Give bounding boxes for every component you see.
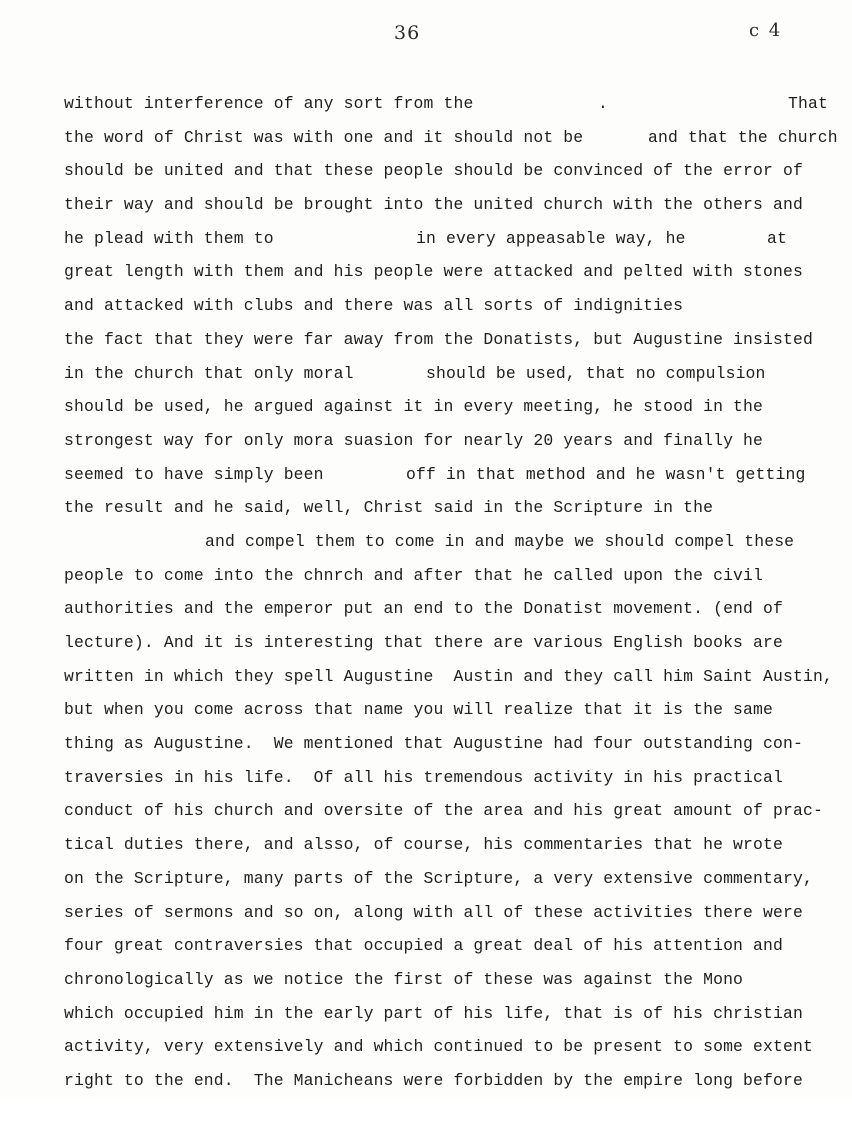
- line-segment: series of sermons and so on, along with all of these activities there were: [64, 902, 803, 922]
- text-line: [64, 597, 852, 631]
- text-line: [64, 564, 852, 598]
- text-line: [64, 799, 852, 833]
- text-line: [64, 92, 852, 126]
- line-segment: off in that method and he wasn't getting: [406, 464, 806, 484]
- body-text: [64, 92, 852, 1103]
- line-segment: and attacked with clubs and there was all sorts of indignities: [64, 296, 684, 316]
- line-segment: four great contraversies that occupied a great deal of his attention and: [64, 936, 783, 956]
- text-line: [64, 463, 852, 497]
- line-segment: That: [788, 94, 828, 113]
- line-segment: but when you come across that name you will realize that it is the same: [64, 700, 774, 720]
- line-segment: and that the church: [648, 127, 838, 147]
- line-segment: should be used, that no compulsion: [426, 363, 766, 383]
- text-line: [64, 901, 852, 935]
- line-segment: without interference of any sort from the: [64, 94, 474, 113]
- text-line: [64, 833, 852, 867]
- line-segment: great length with them and his people were attacked and pelted with stones: [64, 262, 803, 282]
- text-line: [64, 159, 852, 193]
- line-segment: at: [767, 228, 787, 248]
- line-segment: conduct of his church and oversite of the area and his great amount of prac-: [64, 801, 823, 821]
- line-segment: in every appeasable way, he: [416, 228, 686, 248]
- text-line: [64, 698, 852, 732]
- text-line: [64, 766, 852, 800]
- line-segment: strongest way for only mora suasion for nearly 20 years and finally he: [64, 430, 764, 450]
- section-mark: c 4: [749, 20, 783, 41]
- line-segment: traversies in his life. Of all his tremendous activity in his practical: [64, 767, 783, 787]
- line-segment: should be used, he argued against it in every meeting, he stood in the: [64, 397, 764, 417]
- line-segment: and compel them to come in and maybe we should compel these: [205, 531, 795, 551]
- text-line: [64, 193, 852, 227]
- line-segment: people to come into the chnrch and after that he called upon the civil: [64, 565, 764, 585]
- text-line: [64, 631, 852, 665]
- text-line: [64, 227, 852, 261]
- line-segment: .: [598, 94, 608, 113]
- text-line: [64, 429, 852, 463]
- text-line: [64, 732, 852, 766]
- line-segment: chronologically as we notice the first of these was against the Mono: [64, 969, 744, 989]
- line-segment: authorities and the emperor put an end to the Donatist movement. (end of: [64, 599, 783, 619]
- text-line: [64, 665, 852, 699]
- line-segment: their way and should be brought into the united church with the others and: [64, 195, 803, 215]
- line-segment: the fact that they were far away from the Donatists, but Augustine insisted: [64, 329, 813, 349]
- line-segment: activity, very extensively and which continued to be present to some extent: [64, 1037, 813, 1057]
- text-line: [64, 496, 852, 530]
- text-line: [64, 867, 852, 901]
- text-line: [64, 260, 852, 294]
- line-segment: the result and he said, well, Christ said in the Scripture in the: [64, 498, 714, 518]
- text-line: [64, 968, 852, 1002]
- line-segment: right to the end. The Manicheans were forbidden by the empire long before: [64, 1070, 803, 1090]
- text-line: [64, 530, 852, 564]
- line-segment: in the church that only moral: [64, 363, 354, 383]
- text-line: [64, 126, 852, 160]
- page-number: 36: [394, 22, 421, 44]
- line-segment: tical duties there, and alsso, of course, his commentaries that he wrote: [64, 835, 783, 855]
- line-segment: the word of Christ was with one and it should not be: [64, 127, 584, 147]
- text-line: [64, 1035, 852, 1069]
- line-segment: should be united and that these people should be convinced of the error of: [64, 161, 803, 181]
- line-segment: which occupied him in the early part of his life, that is of his christian: [64, 1003, 803, 1023]
- line-segment: lecture). And it is interesting that there are various English books are: [64, 633, 783, 652]
- text-line: [64, 395, 852, 429]
- text-line: [64, 328, 852, 362]
- line-segment: thing as Augustine. We mentioned that Augustine had four outstanding con-: [64, 734, 803, 754]
- text-line: [64, 362, 852, 396]
- line-segment: on the Scripture, many parts of the Scripture, a very extensive commentary,: [64, 868, 813, 888]
- text-line: [64, 1002, 852, 1036]
- line-segment: seemed to have simply been: [64, 464, 324, 484]
- text-line: [64, 934, 852, 968]
- line-segment: he plead with them to: [64, 228, 274, 248]
- line-segment: written in which they spell Augustine Austin and they call him Saint Austin,: [64, 666, 833, 686]
- text-line: [64, 1069, 852, 1103]
- text-line: [64, 294, 852, 328]
